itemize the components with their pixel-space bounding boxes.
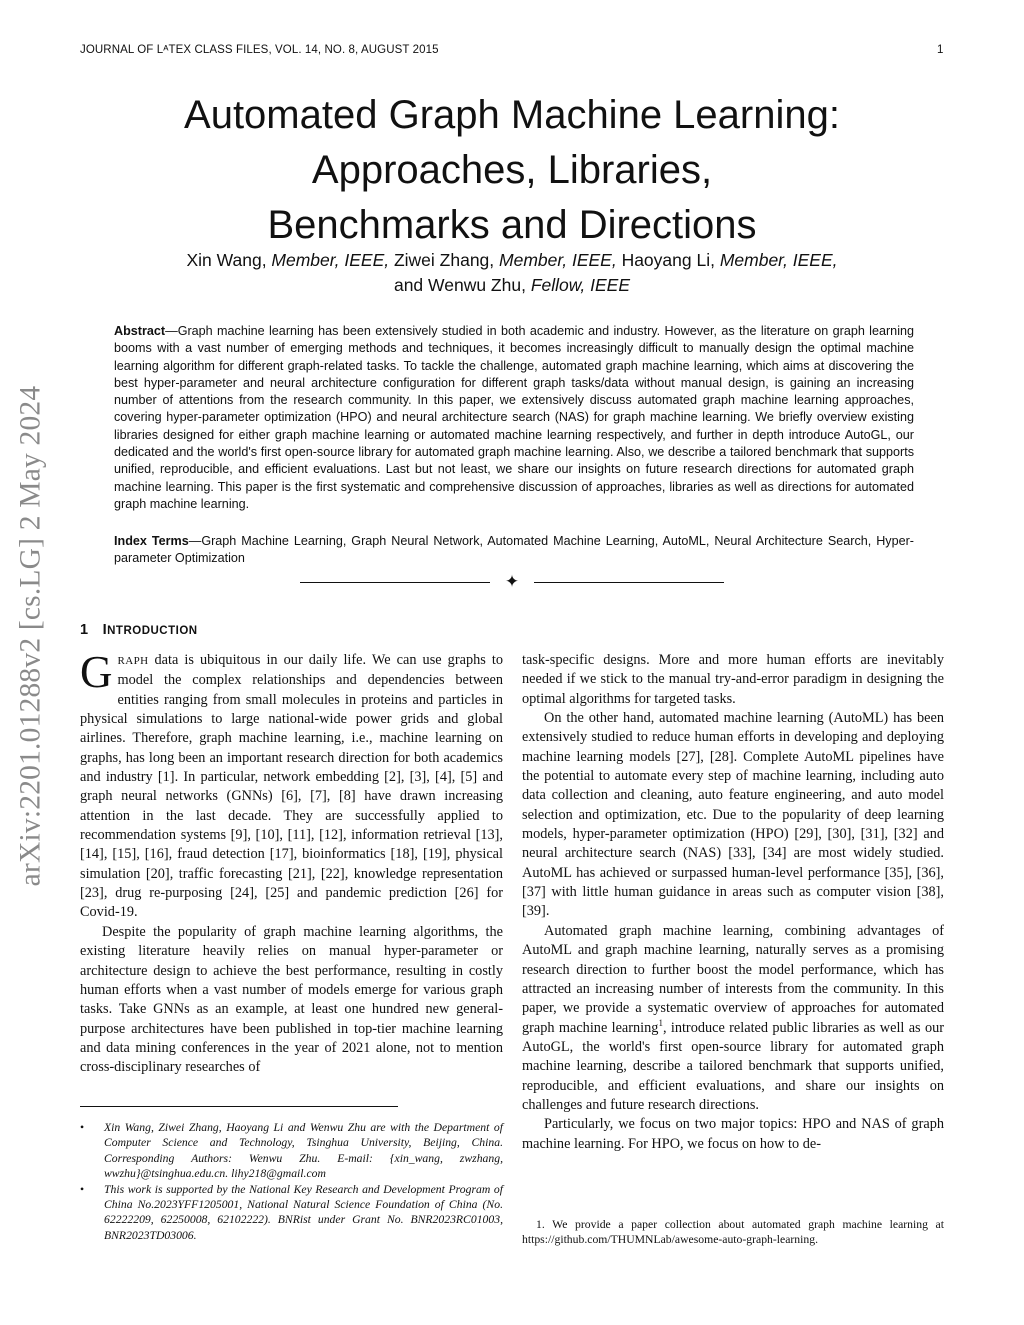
page-number: 1 — [937, 44, 944, 56]
drop-cap: G — [80, 647, 113, 697]
author-name: Xin Wang, — [186, 250, 272, 270]
footnote-text: This work is supported by the National Key Research and Development Program of China No.2023YFF1205001, National Natural Science Foundation of China (No. 62222209, 62250008, 62102222). BNRist under Grant No. BNR2023RC01003, BNR2023TD03006. — [104, 1182, 503, 1242]
section-title-rest: NTRODUCTION — [107, 625, 198, 637]
footnote-rule — [80, 1106, 398, 1107]
paragraph-text: data is ubiquitous in our daily life. We can use graphs to model the complex relationships and dependencies between entities ranging from small molecules in proteins and particles in physical simulations to large national-wide power grids and global airlines. Therefore, graph machine learning, i.e., machine learning on graphs, has long been an important research direction for both academics and industry [1]. In particular, network embedding [2], [3], [4], [5] and graph neural networks (GNNs) [6], [7], [8] have drawn increasing attention in the last decade. They are successfully applied to recommendation systems [9], [10], [11], [12], information retrieval [13], [14], [15], [16], fraud detection [17], bioinformatics [18], [19], physical simulation [20], traffic forecasting [21], [22], knowledge representation [23], drug re-purposing [24], [25] and pandemic prediction [26] for Covid-19. — [80, 652, 503, 921]
section-title-initial: I — [102, 622, 108, 638]
paragraph — [522, 922, 944, 1115]
section-heading — [80, 622, 198, 638]
author-name: Haoyang Li, — [616, 250, 720, 270]
title-line-2: Approaches, Libraries, — [311, 148, 713, 192]
paragraph: Despite the popularity of graph machine learning algorithms, the existing literature heavily relies on manual hyper-parameter or architecture design to achieve the best performance, resulting in costly human efforts when a vast number of models emerge for various graph tasks. Take GNNs as an example, at least one hundred new general-purpose architectures have been published in top-tier machine learning and data mining conferences in the year of 2021 alone, not to mention cross-disciplinary researches of — [80, 923, 503, 1076]
arxiv-identifier: arXiv:2201.01288v2 [cs.LG] 2 May 2024 — [14, 385, 47, 887]
right-column — [522, 651, 944, 1154]
abstract-label: Abstract — [114, 324, 166, 338]
section-number: 1 — [80, 622, 89, 638]
title-line-1: Automated Graph Machine Learning: — [184, 93, 840, 137]
arxiv-side-stamp — [3, 346, 59, 926]
paragraph-text: Automated graph machine learning, combining advantages of AutoML and graph machine learning, naturally serves as a promising research direction to further boost the model performance, which has attracted an increasing number of interests from the community. In this paper, we provide a systematic overview of approaches for automated graph machine learning — [522, 922, 944, 1036]
bullet-icon: • — [80, 1121, 85, 1134]
index-terms — [114, 533, 914, 568]
author-list — [150, 248, 874, 298]
author-affiliation: Member, IEEE, — [719, 250, 838, 270]
small-caps-text: RAPH — [117, 655, 149, 667]
abstract-text: —Graph machine learning has been extensively studied in both academic and industry. However, as the literature on graph learning booms with a vast number of emerging methods and techniques, it becomes increasingly difficult to manually design the optimal machine learning algorithm for different graph-related tasks. To tackle the challenge, automated graph machine learning, which aims at discovering the best hyper-parameter and neural architecture configuration for different graph tasks/data without manual design, is gaining an increasing number of attentions from the research community. In this paper, we extensively discuss automated graph machine learning approaches, covering hyper-parameter optimization (HPO) and neural architecture search (NAS) for graph machine learning. We briefly overview existing libraries designed for either graph machine learning or automated machine learning respectively, and further in depth introduce AutoGL, our dedicated and the world's first open-source library for automated graph machine learning. Also, we describe a tailored benchmark that supports unified, reproducible, and efficient evaluations. Last but not least, we share our insights on future research directions for automated graph machine learning. This paper is the first systematic and comprehensive discussion of approaches, libraries as well as directions for automated graph machine learning. — [114, 324, 914, 511]
title-line-3: Benchmarks and Directions — [267, 203, 757, 247]
author-affiliation: Member, IEEE, — [499, 250, 617, 270]
abstract — [114, 323, 914, 513]
author-affiliation: Fellow, IEEE — [530, 275, 631, 295]
divider-line-right — [534, 582, 724, 583]
footnote — [80, 1120, 503, 1182]
index-terms-label: Index Terms — [114, 534, 189, 548]
footnote-text: Xin Wang, Ziwei Zhang, Haoyang Li and Wenwu Zhu are with the Department of Computer Science and Technology, Tsinghua University, Beijing, China. Corresponding Authors: Wenwu Zhu. E-mail: {xin_wang, zwzhang, wwzhu}@tsinghua.edu.cn. lihy218@gmail.com — [104, 1121, 503, 1181]
paragraph-text: , introduce related public libraries as well as our AutoGL, the world's first open-source library for automated graph machine learning, describe a tailored benchmark that supports unified, reproducible, and efficient evaluations, and share our insights on challenges and future research directions. — [522, 1019, 944, 1113]
paper-title — [150, 88, 874, 253]
paragraph — [80, 647, 503, 923]
affiliation-footnotes — [80, 1120, 503, 1243]
paragraph: On the other hand, automated machine learning (AutoML) has been extensively studied to reduce human efforts in developing and deploying machine learning models [27], [28]. Complete AutoML pipelines have the potential to automate every step of machine learning, including auto data collection and cleaning, auto feature engineering, and auto model selection and optimization, etc. Due to the popularity of deep learning models, hyper-parameter optimization (HPO) [29], [30], [31], [32] and neural architecture search (NAS) [33], [34] are most widely studied. AutoML has achieved or surpassed human-level performance [35], [36], [37] with little human guidance in areas such as computer vision [38], [39]. — [522, 710, 944, 920]
footnote — [80, 1182, 503, 1244]
divider-star-icon: ✦ — [504, 572, 520, 591]
footnote-marker: 1 — [658, 1017, 663, 1028]
section-divider — [300, 574, 724, 590]
paragraph: Particularly, we focus on two major topics: HPO and NAS of graph machine learning. For HPO, we focus on how to de- — [522, 1116, 944, 1152]
running-head: JOURNAL OF LᴬTEX CLASS FILES, VOL. 14, NO. 8, AUGUST 2015 — [80, 44, 439, 56]
author-affiliation: Member, IEEE, — [271, 250, 390, 270]
author-name: and Wenwu Zhu, — [393, 275, 531, 295]
paragraph: task-specific designs. More and more human efforts are inevitably needed if we stick to the manual try-and-error paradigm in designing the optimal algorithms for targeted tasks. — [522, 652, 944, 707]
divider-line-left — [300, 582, 490, 583]
left-column — [80, 647, 503, 1078]
index-terms-text: —Graph Machine Learning, Graph Neural Network, Automated Machine Learning, AutoML, Neural Architecture Search, Hyper-parameter Optimization — [114, 534, 914, 566]
bullet-icon: • — [80, 1182, 85, 1196]
author-name: Ziwei Zhang, — [389, 250, 500, 270]
footnote-repository: 1. We provide a paper collection about automated graph machine learning at https://github.com/THUMNLab/awesome-auto-graph-learning. — [522, 1218, 944, 1247]
